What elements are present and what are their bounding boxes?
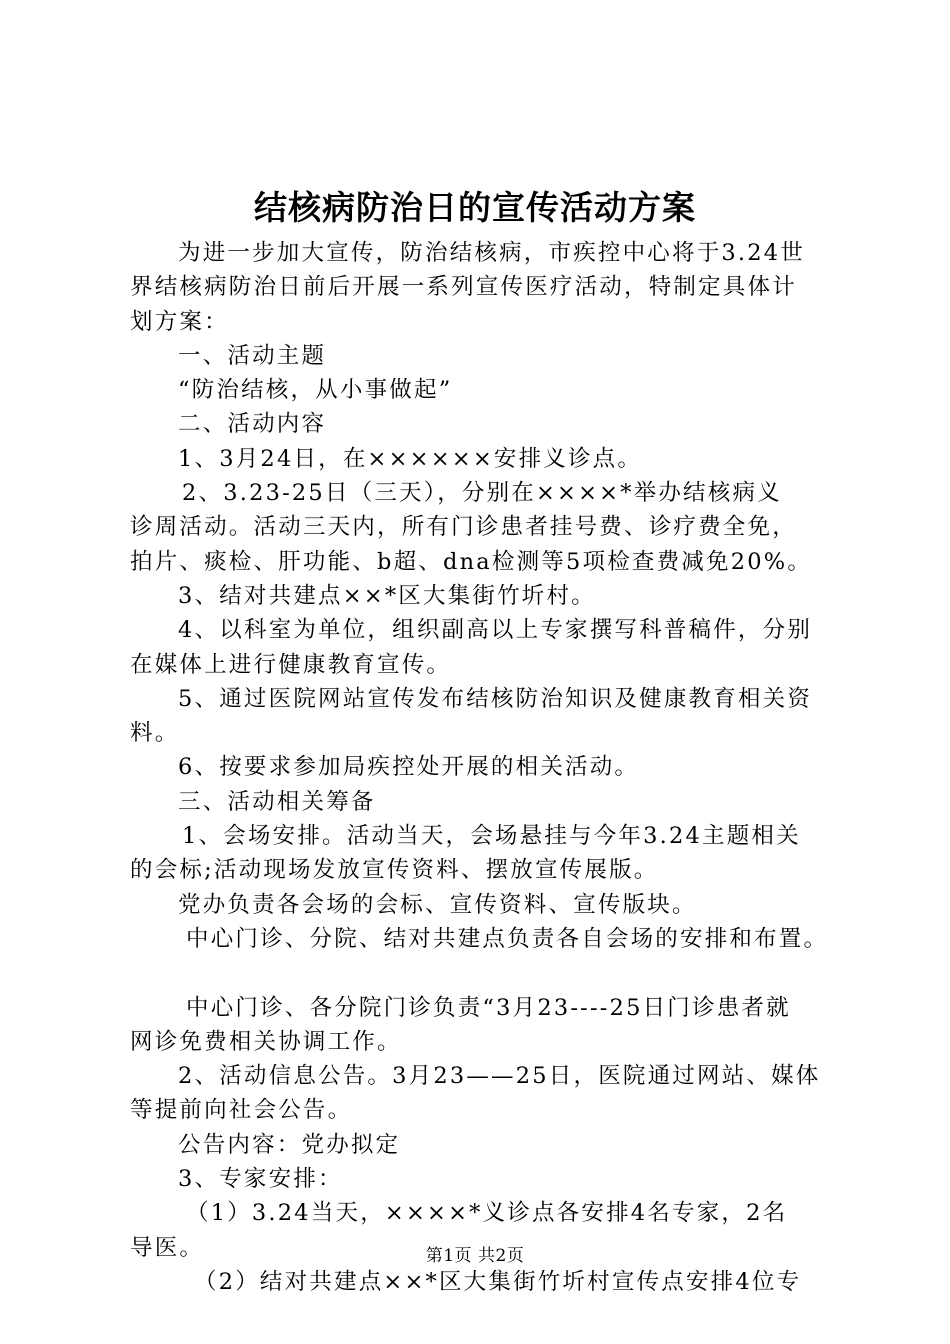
document-title: 结核病防治日的宣传活动方案: [254, 188, 696, 227]
paragraph-line: 料。: [130, 720, 180, 747]
paragraph-line: 导医。: [130, 1234, 205, 1261]
paragraph-line: 中心门诊、各分院门诊负责“3月23----25日门诊患者就: [186, 994, 791, 1021]
section-heading: 二、活动内容: [178, 411, 327, 438]
list-item: 1、会场安排。活动当天，会场悬挂与今年3.24主题相关: [182, 823, 801, 850]
paragraph-line: 为进一步加大宣传，防治结核病，市疾控中心将于3.24世: [178, 240, 805, 266]
paragraph-line: 的会标;活动现场发放宣传资料、摆放宣传展版。: [130, 857, 659, 884]
list-item: 3、专家安排：: [178, 1166, 343, 1193]
list-item: （2）结对共建点××*区大集街竹圻村宣传点安排4位专: [194, 1268, 802, 1295]
list-item: （1）3.24当天，××××*义诊点各安排4名专家，2名: [186, 1200, 788, 1227]
paragraph-line: 等提前向社会公告。: [130, 1097, 353, 1124]
paragraph-line: 公告内容：党办拟定: [178, 1131, 401, 1158]
paragraph-line: 党办负责各会场的会标、宣传资料、宣传版块。: [178, 891, 697, 918]
paragraph-line: 划方案：: [130, 308, 229, 335]
section-heading: 一、活动主题: [178, 342, 327, 369]
document-body: [130, 236, 836, 1299]
section-heading: 三、活动相关筹备: [178, 788, 376, 815]
paragraph-line: 中心门诊、分院、结对共建点负责各自会场的安排和布置。: [186, 925, 829, 952]
list-item: 2、活动信息公告。3月23——25日，医院通过网站、媒体: [178, 1063, 821, 1090]
list-item: 3、结对共建点××*区大集街竹圻村。: [178, 582, 596, 609]
page-footer: 第1页 共2页: [425, 1246, 525, 1266]
list-item: 6、按要求参加局疾控处开展的相关活动。: [178, 754, 640, 781]
paragraph-line: 诊周活动。活动三天内，所有门诊患者挂号费、诊疗费全免，: [130, 514, 797, 541]
paragraph-line: 网诊免费相关协调工作。: [130, 1028, 402, 1055]
list-item: 5、通过医院网站宣传发布结核防治知识及健康教育相关资: [178, 685, 813, 712]
paragraph-line: “防治结核，从小事做起”: [178, 377, 453, 404]
list-item: 1、3月24日，在××××××安排义诊点。: [178, 445, 643, 472]
paragraph-line: 界结核病防治日前后开展一系列宣传医疗活动，特制定具体计: [130, 274, 797, 301]
list-item: 4、以科室为单位，组织副高以上专家撰写科普稿件，分别: [178, 617, 813, 644]
paragraph-line: 拍片、痰检、肝功能、b超、dna检测等5项检查费减免20%。: [130, 548, 813, 575]
list-item: 2、3.23-25日（三天），分别在××××*举办结核病义: [182, 480, 782, 507]
blank-line: [130, 956, 836, 990]
paragraph-line: 在媒体上进行健康教育宣传。: [130, 651, 452, 678]
